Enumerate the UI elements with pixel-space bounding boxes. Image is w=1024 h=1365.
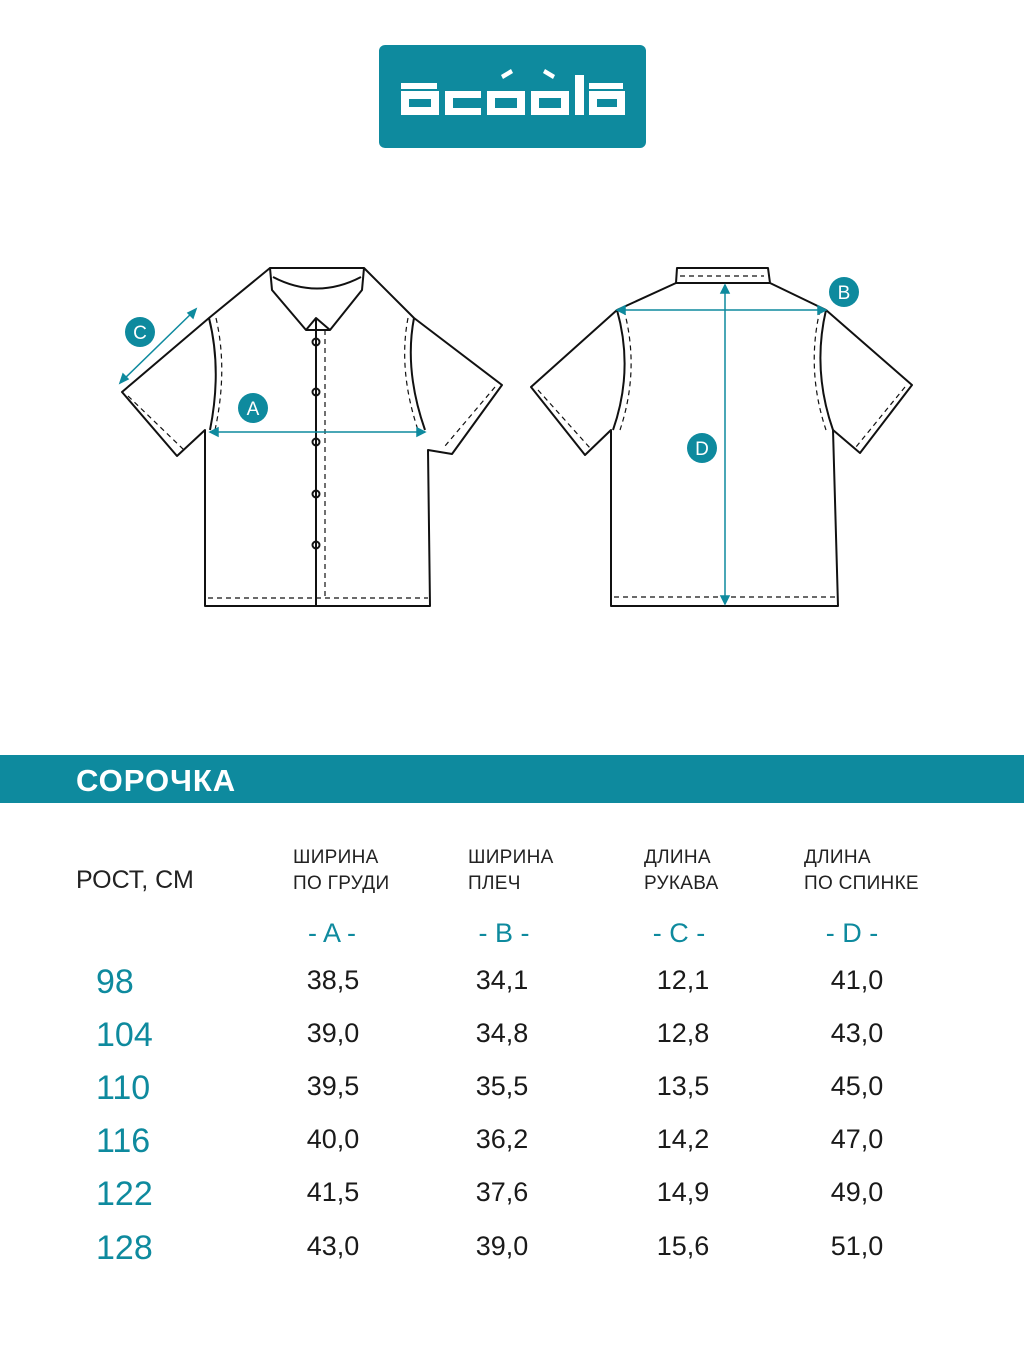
shoulder-value: 37,6 <box>475 1177 529 1207</box>
header-line: ПО ГРУДИ <box>293 873 390 894</box>
svg-text:A: A <box>246 399 260 420</box>
shoulder-value: 34,8 <box>475 1018 529 1048</box>
back-length-value: 51,0 <box>830 1231 884 1261</box>
svg-text:C: C <box>133 323 147 344</box>
marker-c <box>125 317 155 347</box>
header-line: ПЛЕЧ <box>468 873 521 894</box>
section-band <box>0 755 1024 803</box>
logo-wordmark <box>379 45 646 148</box>
size-value: 122 <box>96 1175 153 1213</box>
table-row <box>0 1229 1024 1279</box>
column-header-sleeve <box>644 845 719 897</box>
chest-value: 40,0 <box>306 1124 360 1154</box>
back-length-value: 47,0 <box>830 1124 884 1154</box>
sleeve-value: 14,2 <box>656 1124 710 1154</box>
header-line: ДЛИНА <box>804 847 871 868</box>
front-shirt-outline <box>122 268 502 606</box>
header-line: ПО СПИНКЕ <box>804 873 919 894</box>
height-column-header: РОСТ, СМ <box>76 866 194 894</box>
table-row <box>0 1016 1024 1066</box>
table-row <box>0 1069 1024 1119</box>
size-value: 128 <box>96 1229 153 1267</box>
sleeve-value: 15,6 <box>656 1231 710 1261</box>
header-line: ШИРИНА <box>293 847 379 868</box>
column-letter-c: - C - <box>652 918 706 948</box>
column-header-chest <box>293 845 389 897</box>
table-row <box>0 963 1024 1013</box>
chest-value: 39,5 <box>306 1071 360 1101</box>
chest-value: 43,0 <box>306 1231 360 1261</box>
size-value: 98 <box>96 963 134 1001</box>
sleeve-value: 13,5 <box>656 1071 710 1101</box>
shoulder-value: 34,1 <box>475 965 529 995</box>
column-header-shoulders <box>468 845 554 897</box>
back-length-value: 43,0 <box>830 1018 884 1048</box>
chest-value: 38,5 <box>306 965 360 995</box>
column-letter-b: - B - <box>478 918 530 948</box>
section-title: СОРОЧКА <box>76 763 237 798</box>
chest-value: 39,0 <box>306 1018 360 1048</box>
size-value: 110 <box>96 1069 151 1107</box>
sleeve-value: 14,9 <box>656 1177 710 1207</box>
table-row <box>0 1175 1024 1225</box>
size-value: 104 <box>96 1016 153 1054</box>
back-shirt-outline <box>531 268 912 606</box>
svg-text:B: B <box>837 283 851 304</box>
shoulder-value: 39,0 <box>475 1231 529 1261</box>
brand-logo <box>379 45 646 148</box>
marker-a <box>238 393 268 423</box>
header-line: ШИРИНА <box>468 847 554 868</box>
column-header-back-length <box>804 845 919 897</box>
shirt-diagram <box>0 240 1024 620</box>
column-letter-d: - D - <box>825 918 879 948</box>
marker-d <box>687 433 717 463</box>
shoulder-value: 35,5 <box>475 1071 529 1101</box>
table-row <box>0 1122 1024 1172</box>
sleeve-value: 12,1 <box>656 965 710 995</box>
chest-value: 41,5 <box>306 1177 360 1207</box>
size-value: 116 <box>96 1122 151 1160</box>
back-length-value: 45,0 <box>830 1071 884 1101</box>
header-line: РУКАВА <box>644 873 719 894</box>
marker-b <box>829 277 859 307</box>
back-length-value: 49,0 <box>830 1177 884 1207</box>
sleeve-value: 12,8 <box>656 1018 710 1048</box>
column-letter-a: - A - <box>307 918 356 948</box>
back-length-value: 41,0 <box>830 965 884 995</box>
svg-text:D: D <box>695 439 709 460</box>
header-line: ДЛИНА <box>644 847 711 868</box>
shoulder-value: 36,2 <box>475 1124 529 1154</box>
